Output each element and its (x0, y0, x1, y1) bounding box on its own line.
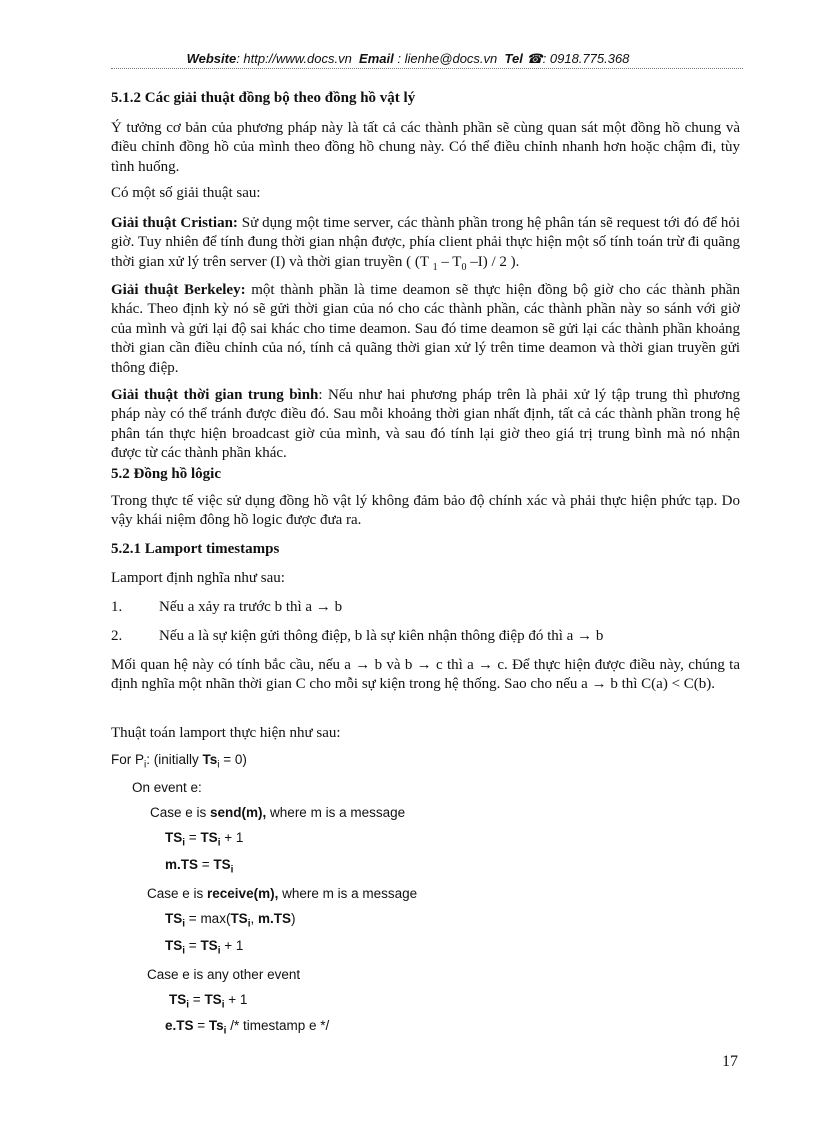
header-divider (111, 68, 743, 69)
cristian-label: Giải thuật Cristian: (111, 215, 238, 231)
website-url: : http://www.docs.vn (236, 51, 352, 66)
berkeley-label: Giải thuật Berkeley: (111, 282, 246, 298)
logic-clock-paragraph: Trong thực tế việc sử dụng đồng hồ vật lý không đảm bảo độ chính xác và phải thực hiện phức tạp. Do vậy khái niệm đông hồ logic được đưa ra. (111, 493, 740, 529)
email-address: : lienhe@docs.vn (397, 51, 498, 66)
code-line-for: For $P_i$: (initially $Ts_i = 0$) (111, 752, 247, 771)
algorithm-intro: Thuật toán lamport thực hiện như sau: (111, 725, 341, 741)
list-item: 1. Nếu a xảy ra trước b thì a → b (111, 599, 343, 615)
cristian-text: Sử dụng một time server, các thành phần trong hệ phân tán sẽ request tới đó để hỏi giờ. Tuy nhiên để tính đung thời gian nhận được, phía client phải thực hiện một số tính toán trừ đi quãng thời gian xử lý trên server (I) và thời gian truyền (111, 215, 740, 270)
list-item: 2. Nếu a là sự kiện gửi thông điệp, b là sự kiên nhận thông điệp đó thì a → b (111, 628, 604, 644)
code-line-increment: $TS_i = TS_i + 1$ (165, 830, 244, 849)
tel-label: Tel (504, 51, 523, 66)
code-line-case-other: Case e is any other event (147, 967, 301, 982)
cristian-paragraph (111, 214, 740, 277)
email-label: Email (359, 51, 394, 66)
relation-paragraph: Mối quan hệ này có tính bắc cầu, nếu a → b và b → c thì a → c. Để thực hiện được điều này, chúng ta định nghĩa một nhãn thời gian C cho mỗi sự kiện trong hệ thống. Sao cho nếu a → b thì C(a) < C(b). (111, 657, 740, 693)
code-line-on-event: On event e: (132, 780, 202, 795)
website-label: Website (186, 51, 237, 66)
average-paragraph (111, 386, 740, 464)
average-label: Giải thuật thời gian trung bình (111, 387, 319, 403)
code-line-increment: $TS_i = TS_i + 1$ (165, 938, 244, 957)
code-line-increment: $TS_i = TS_i + 1$ (169, 992, 248, 1011)
lamport-intro: Lamport định nghĩa như sau: (111, 570, 285, 586)
list-intro: Có một số giải thuật sau: (111, 185, 261, 201)
intro-paragraph: Ý tưởng cơ bản của phương pháp này là tất cả các thành phần sẽ cùng quan sát một đồng hồ chung và điều chỉnh đồng hồ của mình theo đồng hồ chung này. Có thể điều chỉnh nhanh hơn hoặc chậm đi, tùy tình huống. (111, 120, 740, 175)
berkeley-paragraph (111, 281, 740, 378)
tel-number: : 0918.775.368 (542, 51, 630, 66)
page-number: 17 (722, 1053, 738, 1070)
code-line-assign-mts: $m.TS = TS_i$ (165, 857, 234, 876)
section-heading-521: 5.2.1 Lamport timestamps (111, 541, 280, 557)
code-line-case-send: Case e is send(m), where m is a message (150, 805, 406, 820)
formula: ( (T $_1 - T_0$ –I) / 2 ). (406, 253, 520, 273)
section-heading-512: 5.1.2 Các giải thuật đồng bộ theo đồng hồ vật lý (111, 90, 416, 106)
berkeley-text: một thành phần là time deamon sẽ thực hiện đồng bộ giờ cho các thành phần khác. Theo định kỳ nó sẽ gửi thời gian của nó cho các thành phần, các thành phần này so sánh với giờ của mình và gửi lại độ sai khác cho time deamon. Sau đó time deamon sẽ gửi lại các thành phần khoảng thời gian cần điều chỉnh của nó, tính cả quãng thời gian xử lý trên time deamon và thời gian truyền gửi thông điệp. (111, 282, 740, 376)
average-text: : Nếu như hai phương pháp trên là phải xử lý tập trung thì phương pháp này có thể tránh được điều đó. Sau mỗi khoảng thời gian nhất định, tất cả các thành phần trong hệ phân tán thực hiện broadcast giờ của mình, và sau đó tính lại giờ theo giá trị trung bình mà nó nhận được từ các thành phần khác. (111, 387, 740, 462)
code-line-max: $TS_i = \max(TS_i$, m.TS) (165, 911, 296, 930)
page-header (0, 51, 816, 67)
section-heading-52: 5.2 Đồng hồ lôgic (111, 466, 222, 482)
phone-icon: ☎ (526, 51, 543, 66)
code-line-assign-ets: $e.TS = Ts_i$ /* timestamp e */ (165, 1018, 330, 1037)
code-line-case-receive: Case e is receive(m), where m is a message (147, 886, 418, 901)
